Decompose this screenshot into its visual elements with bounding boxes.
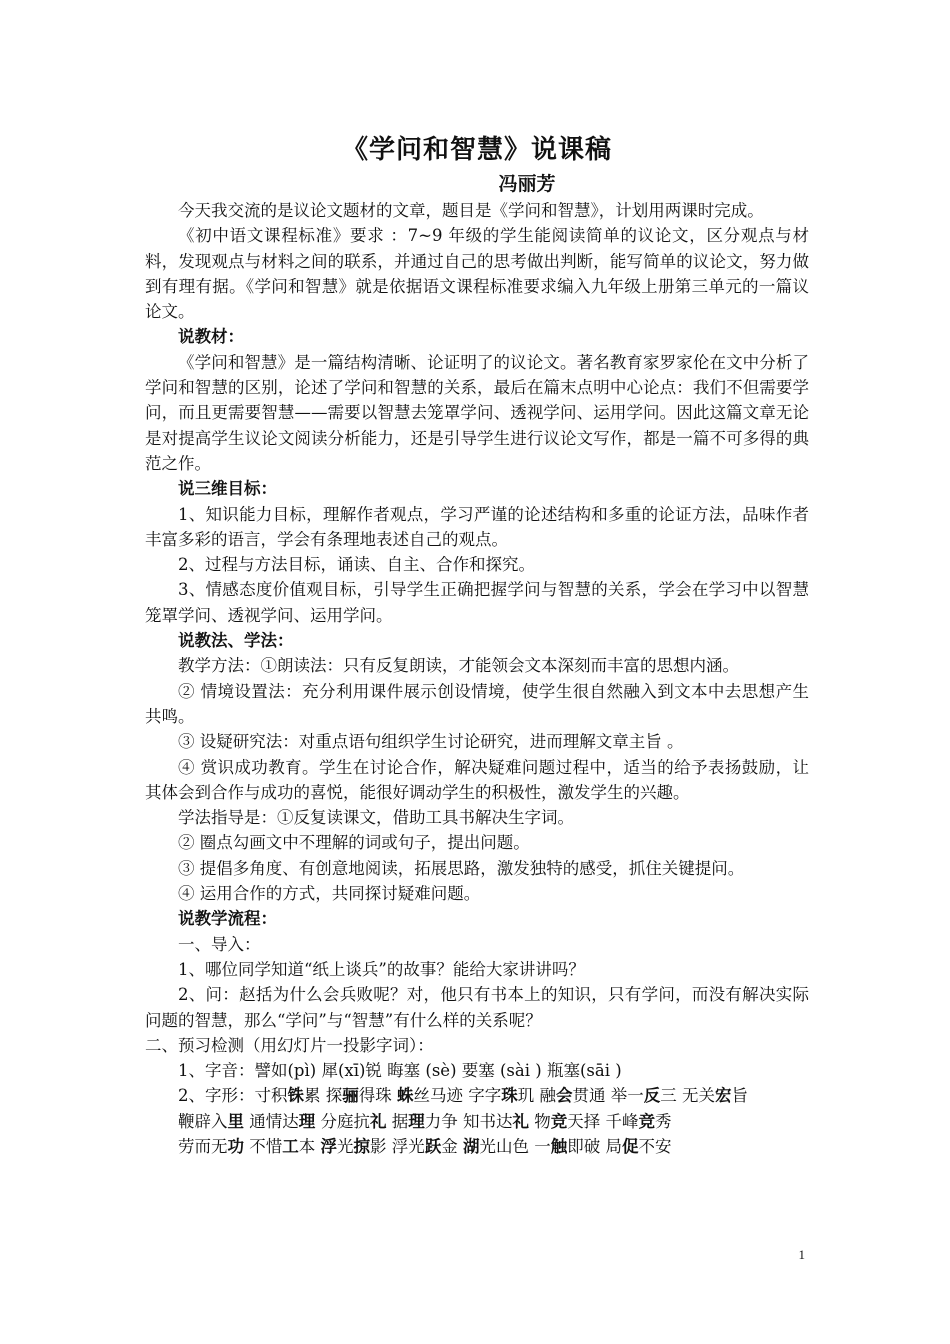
goal-item: 3、情感态度价值观目标，引导学生正确把握学问与智慧的关系，学会在学习中以智慧笼罩学问、透视学问、运用学问。 — [145, 580, 809, 625]
pronunciation-line: 1、字音：譬如(pì) 犀(xī)锐 晦塞 (sè) 要塞 (sài ) 瓶塞(sāi ) — [178, 1061, 622, 1081]
glyph-text: 即破 局 — [567, 1136, 622, 1156]
glyph-text: 丝马迹 字字 — [413, 1086, 502, 1106]
goal-item: 2、过程与方法目标，诵读、自主、合作和探究。 — [178, 555, 535, 575]
document-title: 《学问和智慧》说课稿 — [341, 135, 612, 165]
teaching-method-item: ② 情境设置法：充分利用课件展示创设情境，使学生很自然融入到文本中去思想产生共鸣。 — [145, 681, 809, 726]
glyph-text: 分庭抗 — [315, 1111, 370, 1131]
highlighted-char: 礼 — [512, 1111, 529, 1131]
highlighted-char: 蛛 — [397, 1086, 414, 1106]
teaching-method-item: ④ 赏识成功教育。学生在讨论合作，解决疑难问题过程中，适当的给予表扬鼓励，让其体会到合作与成功的喜悦，能很好调动学生的积极性，激发学生的兴趣。 — [145, 757, 809, 802]
glyph-line — [145, 1109, 809, 1134]
glyph-text: 玑 融 — [517, 1086, 556, 1106]
learning-method-item: ④ 运用合作的方式，共同探讨疑难问题。 — [178, 884, 481, 904]
highlighted-char: 功 — [227, 1136, 244, 1156]
highlighted-char: 竞 — [638, 1111, 655, 1131]
highlighted-char: 工 — [282, 1136, 299, 1156]
glyph-line — [145, 1134, 809, 1159]
intro-paragraph: 今天我交流的是议论文题材的文章，题目是《学问和智慧》，计划用两课时完成。 — [178, 201, 764, 220]
highlighted-char: 触 — [550, 1136, 568, 1156]
learning-method-item: 学法指导是：①反复读课文，借助工具书解决生字词。 — [178, 808, 574, 828]
glyph-text: 不安 — [638, 1136, 672, 1156]
glyph-text: 鞭辟入 — [178, 1111, 228, 1131]
highlighted-char: 理 — [298, 1111, 316, 1131]
glyph-words — [178, 1137, 672, 1156]
highlighted-char: 掠 — [353, 1136, 370, 1156]
glyph-text: 影 浮光 — [370, 1136, 425, 1156]
glyph-text: 通情达 — [244, 1111, 299, 1131]
standard-paragraph: 《初中语文课程标准》要求 ：7~9 年级的学生能阅读简单的议论文，区分观点与材料，发现观点与材料之间的联系，并通过自己的思考做出判断，能写简单的议论文，努力做到有理有据。《学问和智慧》就是依据语文课程标准要求编入九年级上册第三单元的一篇议论文。 — [145, 226, 809, 322]
glyph-text: 旨 — [731, 1086, 748, 1106]
glyph-text: 三 无关 — [660, 1086, 715, 1106]
glyph-line — [145, 1083, 809, 1108]
highlighted-char: 礼 — [370, 1111, 387, 1131]
glyph-text: 金 — [441, 1136, 463, 1156]
glyph-label: 2、字形： — [178, 1086, 255, 1106]
glyph-text: 寸积 — [254, 1086, 288, 1106]
section-heading-process: 说教学流程： — [178, 909, 277, 929]
process-step-heading: 一、导入： — [178, 934, 261, 954]
section-heading-textbook: 说教材： — [178, 327, 244, 347]
highlighted-char: 浮 — [320, 1136, 337, 1156]
teaching-method-item: 教学方法：①朗读法：只有反复朗读，才能领会文本深刻而丰富的思想内涵。 — [178, 656, 739, 676]
glyph-text: 不惜 — [244, 1136, 283, 1156]
glyph-text: 累 探 — [304, 1086, 343, 1106]
highlighted-char: 里 — [227, 1111, 244, 1131]
intro-question: 2、问：赵括为什么会兵败呢？对，他只有书本上的知识，只有学问，而没有解决实际问题的智慧，那么“学问”与“智慧”有什么样的关系呢？ — [145, 985, 809, 1030]
author-name: 冯丽芳 — [498, 173, 556, 195]
highlighted-char: 骊 — [342, 1086, 359, 1106]
glyph-text: 据 — [386, 1111, 409, 1131]
learning-method-item: ② 圈点勾画文中不理解的词或句子，提出问题。 — [178, 833, 530, 853]
highlighted-char: 会 — [556, 1086, 573, 1106]
highlighted-char: 理 — [408, 1111, 425, 1131]
intro-question: 1、哪位同学知道“纸上谈兵”的故事？能给大家讲讲吗？ — [178, 959, 585, 979]
glyph-text: 秀 — [655, 1111, 672, 1131]
highlighted-char: 促 — [622, 1136, 639, 1156]
highlighted-char: 反 — [643, 1086, 661, 1106]
glyph-text: 本 — [298, 1136, 321, 1156]
glyph-words — [178, 1112, 672, 1131]
glyph-text: 贯通 举一 — [572, 1086, 644, 1106]
learning-method-item: ③ 提倡多角度、有创意地阅读，拓展思路，激发独特的感受，抓住关键提问。 — [178, 858, 745, 878]
section-heading-goals: 说三维目标： — [178, 479, 277, 499]
glyph-text: 得珠 — [358, 1086, 397, 1106]
glyph-text: 光 — [337, 1136, 354, 1156]
highlighted-char: 竞 — [550, 1111, 568, 1131]
goal-item: 1、知识能力目标，理解作者观点，学习严谨的论述结构和多重的论证方法，品味作者丰富多彩的语言，学会有条理地表述自己的观点。 — [145, 504, 809, 549]
glyph-words — [255, 1086, 749, 1105]
glyph-text: 力争 知书达 — [424, 1111, 513, 1131]
page-number: 1 — [798, 1247, 805, 1262]
teaching-method-item: ③ 设疑研究法：对重点语句组织学生讨论研究，进而理解文章主旨 。 — [178, 732, 684, 752]
section-heading-methods: 说教法、学法： — [178, 631, 294, 651]
textbook-paragraph: 《学问和智慧》是一篇结构清晰、论证明了的议论文。著名教育家罗家伦在文中分析了学问和智慧的区别，论述了学问和智慧的关系，最后在篇末点明中心论点：我们不但需要学问，而且更需要智慧——需要以智慧去笼罩学问、透视学问、运用学问。因此这篇文章无论是对提高学生议论文阅读分析能力，还是引导学生进行议论文写作，都是一篇不可多得的典范之作。 — [145, 352, 809, 473]
glyph-text: 光山色 一 — [479, 1136, 551, 1156]
process-step-heading: 二、预习检测（用幻灯片一投影字词）： — [145, 1035, 434, 1055]
highlighted-char: 宏 — [715, 1086, 732, 1106]
glyph-text: 劳而无 — [178, 1136, 228, 1156]
highlighted-char: 跃 — [424, 1136, 442, 1156]
glyph-text: 天择 千峰 — [567, 1111, 639, 1131]
document-body — [145, 130, 809, 1159]
highlighted-char: 铢 — [287, 1086, 304, 1106]
highlighted-char: 珠 — [501, 1086, 518, 1106]
highlighted-char: 湖 — [463, 1136, 480, 1156]
glyph-text: 物 — [529, 1111, 551, 1131]
